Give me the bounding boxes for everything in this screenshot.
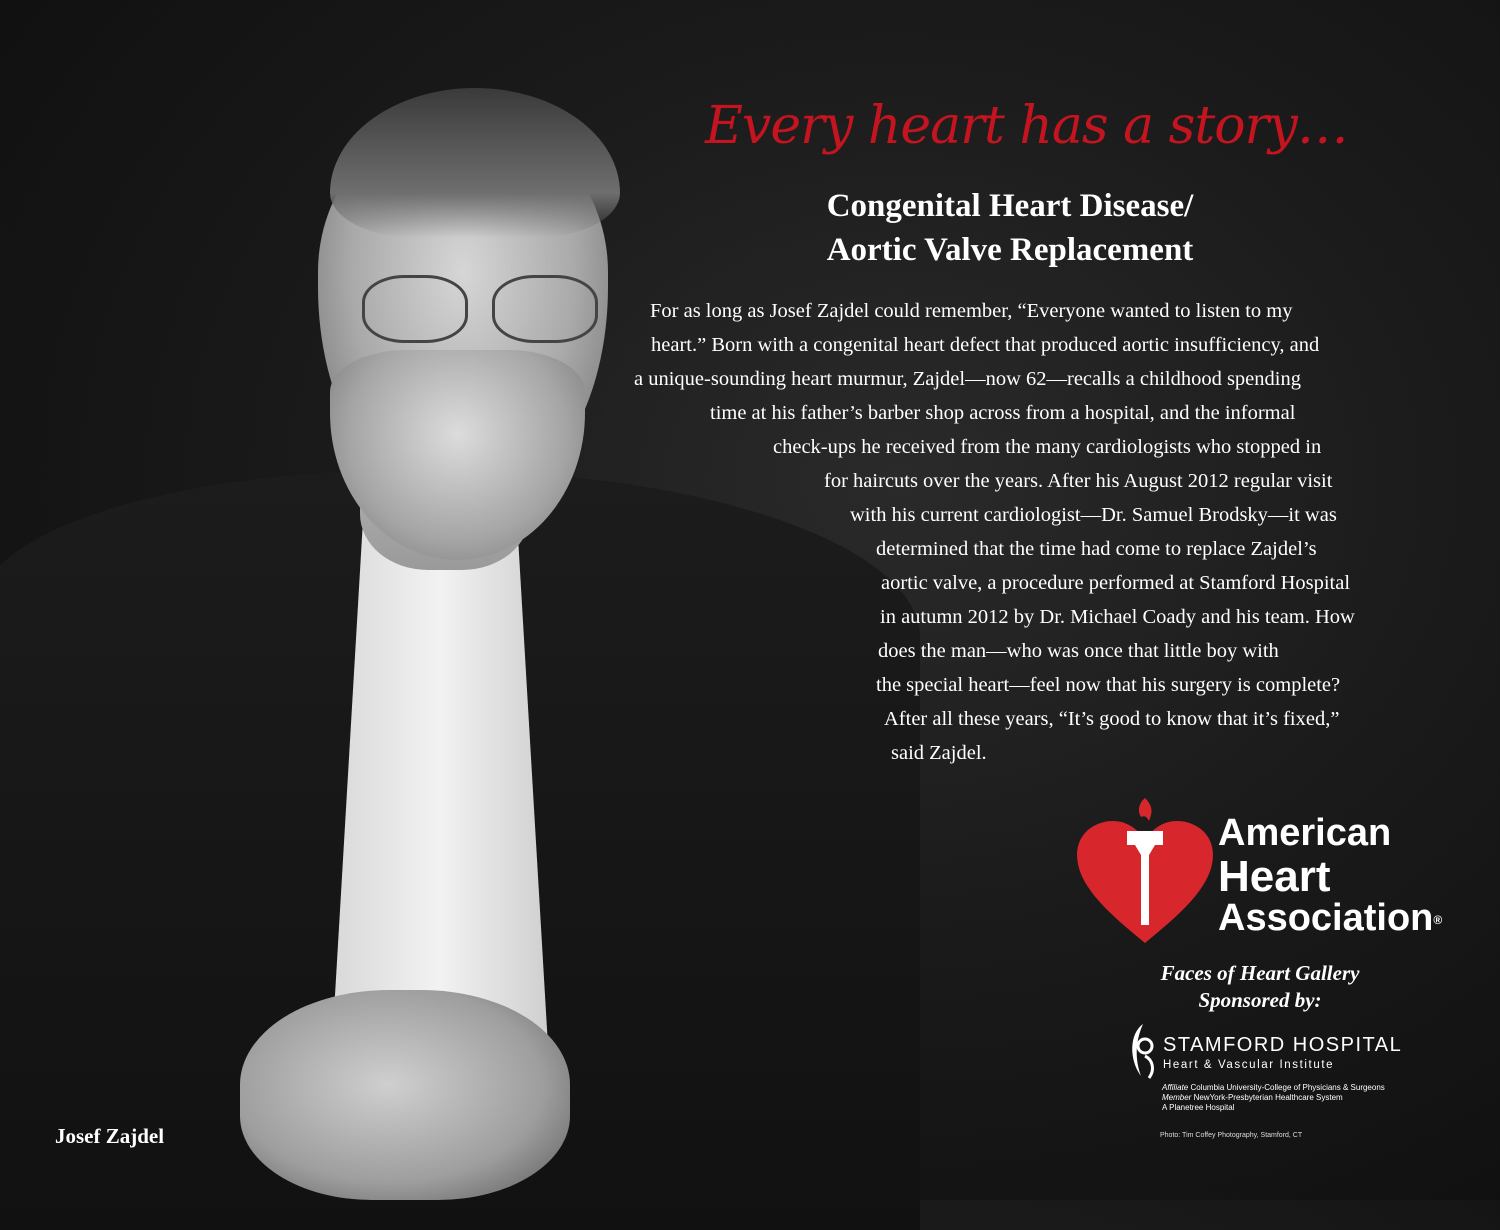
story-line: a unique-sounding heart murmur, Zajdel—now 62—recalls a childhood spending	[634, 368, 1301, 390]
aha-name-line-3-text: Association	[1218, 897, 1434, 939]
story-line: heart.” Born with a congenital heart defect that produced aortic insufficiency, and	[651, 334, 1320, 356]
story-line: with his current cardiologist—Dr. Samuel Brodsky—it was	[850, 504, 1337, 526]
member-line	[1162, 1093, 1385, 1103]
story-line: check-ups he received from the many cardiologists who stopped in	[773, 436, 1322, 458]
aha-name-line-2: Heart	[1218, 852, 1331, 901]
stamford-affiliations	[1162, 1083, 1385, 1113]
planetree-line: A Planetree Hospital	[1162, 1103, 1235, 1112]
headline	[700, 184, 1320, 272]
story-line: aortic valve, a procedure performed at Stamford Hospital	[881, 572, 1351, 594]
stamford-hospital-subtitle: Heart & Vascular Institute	[1163, 1059, 1335, 1071]
hands-shape	[240, 990, 570, 1200]
torch-flame	[1139, 798, 1152, 821]
story-line: For as long as Josef Zajdel could remember, “Everyone wanted to listen to my	[650, 300, 1293, 322]
glasses-lens-left	[362, 275, 468, 343]
member-text: NewYork-Presbyterian Healthcare System	[1193, 1093, 1343, 1102]
hair-shape	[330, 88, 620, 238]
story-line: the special heart—feel now that his surgery is complete?	[876, 674, 1341, 696]
story-line: time at his father’s barber shop across from a hospital, and the informal	[710, 402, 1296, 424]
story-line: After all these years, “It’s good to know that it’s fixed,”	[884, 708, 1340, 730]
affiliate-text: Columbia University-College of Physicians & Surgeons	[1190, 1083, 1385, 1092]
gallery-line-2: Sponsored by:	[1198, 988, 1322, 1012]
affiliate-label: Affiliate	[1162, 1083, 1189, 1092]
story-line: said Zajdel.	[891, 742, 987, 764]
aha-name-line-3	[1218, 897, 1442, 940]
stamford-hospital-name: STAMFORD HOSPITAL	[1163, 1034, 1403, 1056]
photo-credit: Photo: Tim Coffey Photography, Stamford, CT	[1160, 1132, 1303, 1139]
glasses-lens-right	[492, 275, 598, 343]
story-line: for haircuts over the years. After his August 2012 regular visit	[824, 470, 1333, 492]
glasses-shape	[352, 275, 602, 345]
story-line: in autumn 2012 by Dr. Michael Coady and his team. How	[880, 606, 1355, 628]
member-label: Member	[1162, 1093, 1192, 1102]
photo-caption: Josef Zajdel	[55, 1124, 165, 1148]
tagline: Every heart has a story…	[705, 96, 1348, 156]
gallery-sponsor-text	[1120, 960, 1400, 1014]
headline-line-1: Congenital Heart Disease/	[826, 188, 1194, 224]
story-line: does the man—who was once that little boy with	[878, 640, 1279, 662]
gallery-line-1: Faces of Heart Gallery	[1160, 961, 1360, 985]
aha-name-line-1: American	[1218, 812, 1392, 854]
headline-line-2: Aortic Valve Replacement	[826, 232, 1194, 268]
affiliate-line	[1162, 1083, 1385, 1093]
story-line: determined that the time had come to replace Zajdel’s	[876, 538, 1317, 560]
registered-mark: ®	[1433, 912, 1443, 927]
